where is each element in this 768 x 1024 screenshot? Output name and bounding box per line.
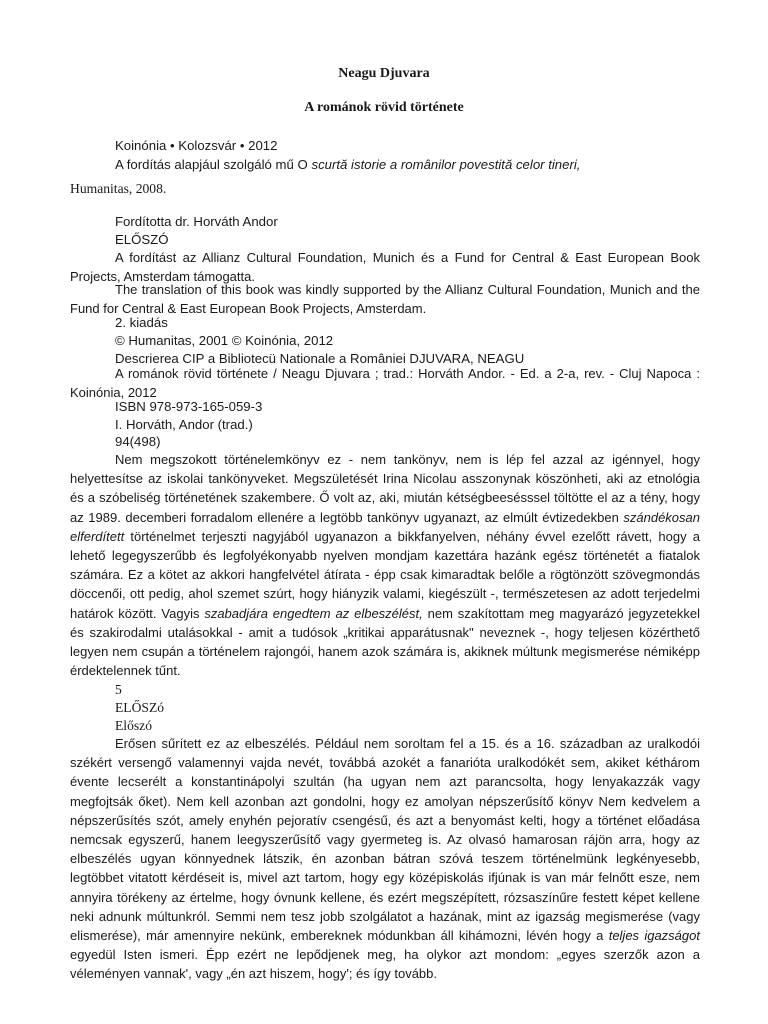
- paragraph-foreword-italic1: teljes igazságot: [608, 928, 700, 944]
- paragraph-foreword-text: [70, 734, 700, 984]
- foreword-heading: ELŐSZÓ: [115, 232, 169, 247]
- paragraph-intro-italic2: szabadjára engedtem az elbeszélést,: [204, 605, 423, 621]
- section-heading-upper: ELŐSZó: [115, 700, 165, 715]
- section-heading: Előszó: [115, 718, 152, 733]
- book-title: A románok rövid története: [304, 100, 464, 115]
- paragraph-intro: [70, 450, 700, 680]
- support-english-text: The translation of this book was kindly supported by the Allianz Cultural Foundation, Munich and the Fund for Central & East European Book Projects, Amsterdam.: [70, 282, 700, 317]
- paragraph-intro-part1: Nem megszokott történelemkönyv ez - nem tankönyv, nem is lép fel azzal az igénnyel, hogy helyettesítse az iskolai tankönyveket. Megszületését Irina Nicolau asszonynak köszönheti, aki az etnológia és a szóbeliség történetének szakembere. Ő volt az, aki, miután kétségbeesésssel töltötte el az a tény, hogy az 1989. decemberi forradalom ellenére a legtöbb tankönyv ugyanazt, az elmúlt évtizedekben: [70, 452, 700, 525]
- paragraph-intro-part2: történelmet terjeszti nagyjából ugyanazon a bikkfanyelven, néhány évvel ezelőtt rávett, hogy a lehető legegyszerűbb és legfolyékonyabb nyelven mondjam kazettára hazánk egész történetét a fiatalok számára. Ez a kötet az akkori hangfelvétel átírata - épp csak kimaradtak belőle a rögtönzött szövegmondás döccenői, ott pedig, ahol szemet szúrt, hogy hiányzik valami, kiegészült -, természetesen az adott terjedelmi határok között. Vagyis: [70, 528, 700, 621]
- source-italic-title: scurtă istorie a românilor povestită celor tineri,: [311, 157, 581, 172]
- paragraph-foreword: [70, 734, 700, 984]
- isbn-line: ISBN 978-973-165-059-3: [115, 399, 263, 414]
- classification-line: 94(498): [115, 434, 161, 449]
- translator-line: Fordította dr. Horváth Andor: [115, 214, 278, 229]
- cip-line: Descrierea CIP a Bibliotecü Nationale a României DJUVARA, NEAGU: [115, 351, 525, 366]
- source-publisher: Humanitas, 2008.: [70, 181, 167, 196]
- page-number: 5: [115, 682, 122, 697]
- paragraph-intro-text: [70, 450, 700, 680]
- publisher-line: Koinónia • Kolozsvár • 2012: [115, 138, 278, 153]
- translator-trad-line: I. Horváth, Andor (trad.): [115, 417, 253, 432]
- edition-line: 2. kiadás: [115, 315, 168, 330]
- cip-description-text: A románok rövid története / Neagu Djuvara ; trad.: Horváth Andor. - Ed. a 2-a, rev. - Cluj Napoca : Koinónia, 2012: [70, 366, 700, 401]
- copyright-line: © Humanitas, 2001 © Koinónia, 2012: [115, 333, 334, 348]
- support-hungarian-text: A fordítást az Allianz Cultural Foundation, Munich és a Fund for Central & East European Book Projects, Amsterdam támogatta.: [70, 250, 700, 285]
- paragraph-intro-italic1: szándékosan elferdített: [70, 509, 700, 544]
- source-prefix: A fordítás alapjául szolgáló mű O: [115, 157, 312, 172]
- paragraph-foreword-part1: Erősen sűrített ez az elbeszélés. Például nem soroltam fel a 15. és a 16. században az uralkodói székért versengő valamennyi vajda nevét, továbbá azokét a fanarióta uralkodókét sem, akiket kéthárom évente lecserélt a konstantinápolyi szultán (ha ugyan nem azt parancsolta, hogy lenyakazzák vagy megfojtsák őket). Nem kell azonban azt gondolni, hogy ez amolyan népszerűsítő könyv Nem kedvelem a népszerűsítés szót, amely enyhén pejoratív csengésű, és azt a benyomást kelti, hogy a történet előadása nemcsak egyszerű, hanem leegyszerűsítő vagy gyermeteg is. Az olvasó hamarosan rájön arra, hogy az elbeszélés ugyan könnyednek látszik, én azonban bátran szóvá teszem történelmünk legkényesebb, legtöbbet vitatott kérdéseit is, mivel azt tartom, hogy egy középiskolás ifjúnak is van már felnőtt esze, nem annyira törékeny az értelme, hogy óvnunk kellene, és ezért megszépített, rózsaszínűre festett képet kellene neki adnunk múltunkról. Semmi nem tesz jobb szolgálatot a hazának, mint az igazság megismerése (vagy elismerése), már amennyire nekünk, embereknek módunkban áll kihámozni, lévén hogy a: [70, 736, 700, 944]
- author-name: Neagu Djuvara: [338, 66, 430, 81]
- source-line: [115, 155, 700, 174]
- paragraph-foreword-part2: egyedül Isten ismeri. Épp ezért ne lepődjenek meg, ha olykor azt mondom: „egyes szerzők azon a véleményen vannak', vagy „én azt hiszem, hogy'; és így tovább.: [70, 947, 700, 982]
- paragraph-intro-part3: nem szakítottam meg magyarázó jegyzetekkel és szakirodalmi utalásokkal - amit a tudósok „kritikai apparátusnak" neveznek -, hogy teljesen közérthető legyen nem csupán a történelem rajongói, hanem azok számára is, akiknek múltunk megismerése némiképp érdektelennek tűnt.: [70, 605, 700, 679]
